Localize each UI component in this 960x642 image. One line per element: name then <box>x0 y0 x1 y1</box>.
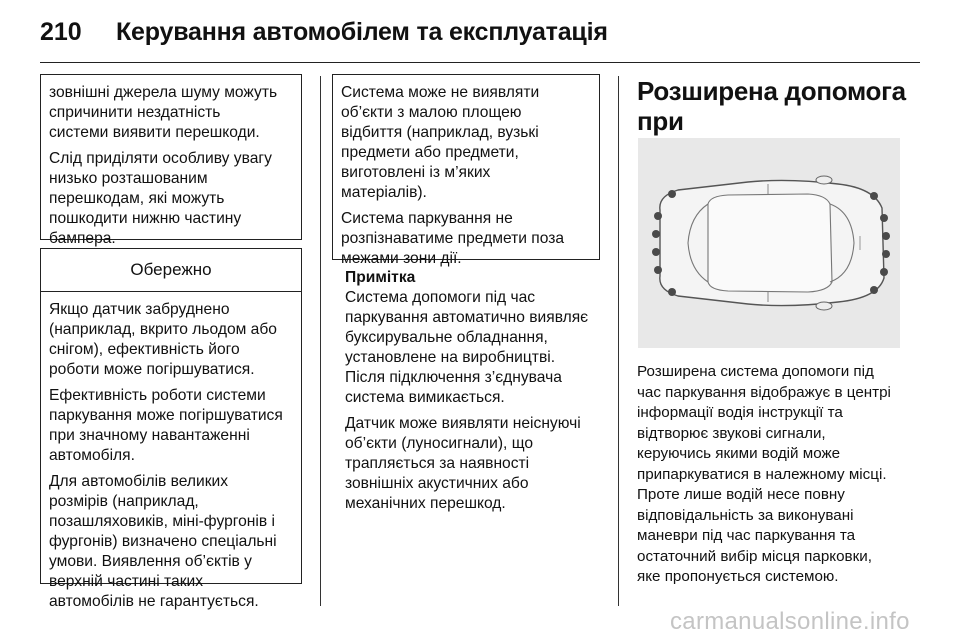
section-body <box>637 362 909 588</box>
watermark: carmanualsonline.info <box>670 608 910 635</box>
caution-title: Обережно <box>41 249 301 292</box>
paragraph: Система допомоги під час паркування автоматично виявляє буксирувальне обладнання, установлене на виробництві. Після підключення з’єднувача система вимикається. <box>345 289 589 406</box>
page-title: Керування автомобілем та експлуатація <box>116 18 608 46</box>
continued-notice-box <box>40 74 302 247</box>
paragraph: Слід приділяти особливу увагу низько розташованим перешкодам, які можуть пошкодити нижню частину бампера. <box>49 150 272 247</box>
paragraph: Якщо датчик забруднено (наприклад, вкрито льодом або снігом), ефективність його роботи може погіршуватися. <box>49 301 277 378</box>
column-divider-2 <box>618 76 619 606</box>
paragraph: Ефективність роботи системи паркування може погіршуватися при значному навантаженні автомобіля. <box>49 387 283 464</box>
header-divider <box>40 62 920 63</box>
page-header <box>40 18 920 54</box>
paragraph: Для автомобілів великих розмірів (наприклад, позашляховиків, міні-фургонів і фургонів) визначено спеціальні умови. Виявлення об’єктів у верхній частині таких автомобілів не гарантується. <box>49 473 277 610</box>
paragraph: Розширена система допомоги під час паркування відображує в центрі інформації водія інструкції та відтворює звукові сигнали, керуючись якими водій може припаркуватися в належному місці. Проте лише водій несе повну відповідальність за виконувані маневри під час паркування та остаточний вибір місця парковки, яке пропонується системою. <box>637 363 891 585</box>
column-divider-1 <box>320 76 321 606</box>
caution-body <box>41 292 301 620</box>
notice-box <box>332 74 600 267</box>
caution-box <box>40 248 302 610</box>
page-number: 210 <box>40 18 82 46</box>
note-title: Примітка <box>345 269 416 286</box>
car-top-view-icon <box>638 138 900 348</box>
paragraph: зовнішні джерела шуму можуть спричинити нездатність системи виявити перешкоди. <box>49 84 278 141</box>
car-top-view-figure <box>638 138 900 348</box>
section-title: Розширена допомога при <box>637 76 906 136</box>
note-section <box>345 268 607 514</box>
paragraph: Система може не виявляти об’єкти з малою площею відбиття (наприклад, вузькі предмети або предмети, виготовлені із м’яких матеріалів). <box>341 84 540 201</box>
paragraph: Датчик може виявляти неіснуючі об’єкти (луносигнали), що трапляється за наявності зовнішніх акустичних або механічних перешкод. <box>345 415 581 512</box>
paragraph: Система паркування не розпізнаватиме предмети поза межами зони дії. <box>341 210 565 267</box>
